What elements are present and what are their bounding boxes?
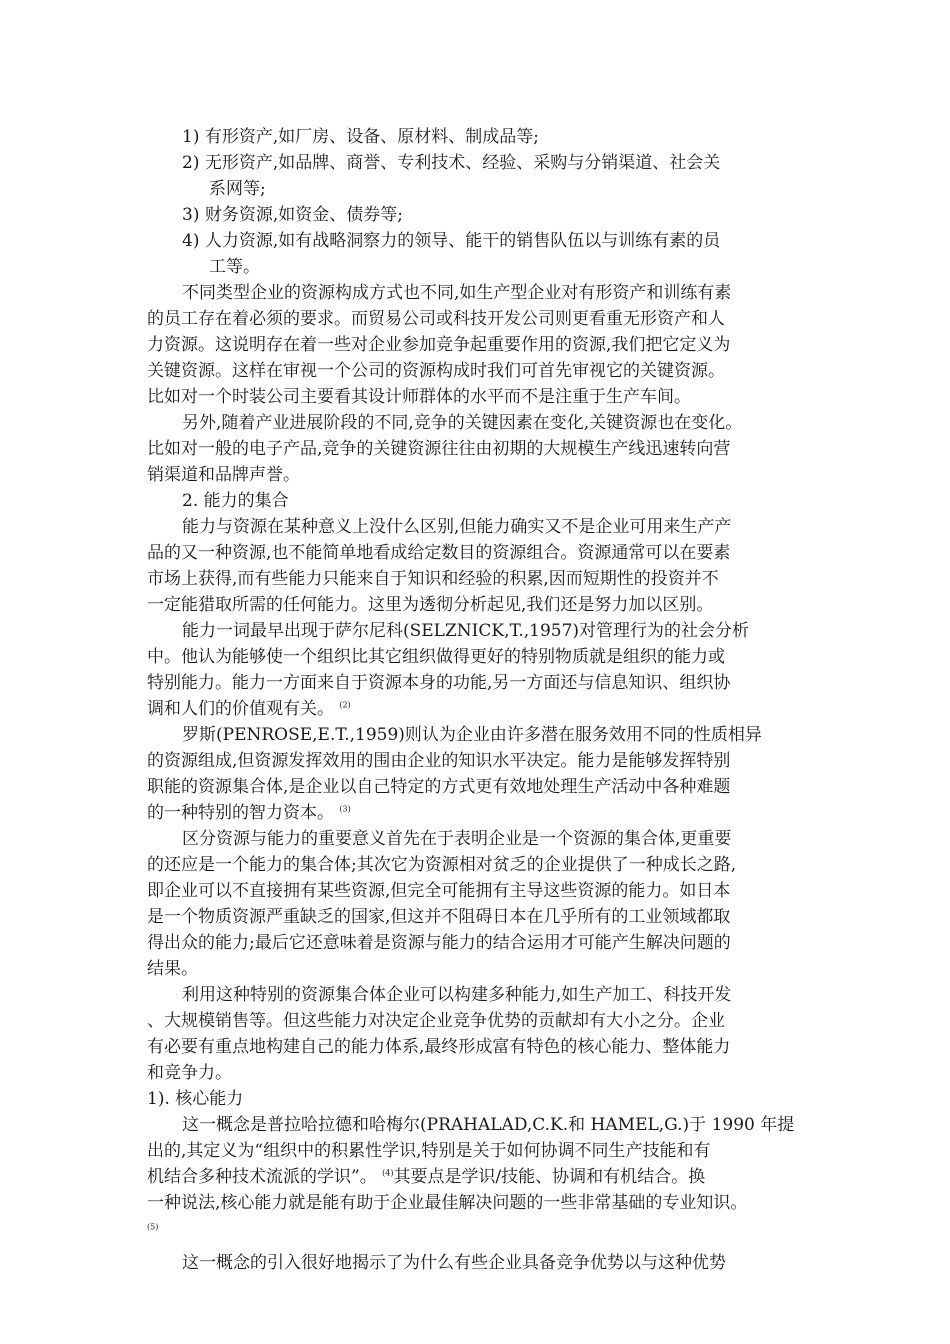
paragraph-line: 职能的资源集合体,是企业以自己特定的方式更有效地处理生产活动中各种难题: [147, 777, 731, 797]
paragraph-line: 不同类型企业的资源构成方式也不同,如生产型企业对有形资产和训练有素: [182, 283, 732, 303]
paragraph-text: 其要点是学识/技能、协调和有机结合。换: [393, 1167, 706, 1187]
paragraph-line: 销渠道和品牌声誉。: [147, 465, 300, 485]
paragraph-line: 比如对一般的电子产品,竞争的关键资源往往由初期的大规模生产线迅速转向营: [147, 439, 731, 459]
paragraph-line: 一种说法,核心能力就是能有助于企业最佳解决问题的一些非常基础的专业知识。: [147, 1193, 748, 1213]
paragraph-line: 一定能猎取所需的任何能力。这里为透彻分析起见,我们还是努力加以区别。: [147, 595, 714, 615]
paragraph-line: 关键资源。这样在审视一个公司的资源构成时我们可首先审视它的关键资源。: [147, 361, 725, 381]
section-heading: 2. 能力的集合: [182, 491, 289, 511]
paragraph-line: [147, 696, 351, 723]
paragraph-line: [147, 1218, 158, 1245]
paragraph-line: 利用这种特别的资源集合体企业可以构建多种能力,如生产加工、科技开发: [182, 985, 732, 1005]
paragraph-line: 出的,其定义为“组织中的积累性学识,特别是关于如何协调不同生产技能和有: [147, 1141, 711, 1161]
paragraph-line: 是一个物质资源严重缺乏的国家,但这并不阻碍日本在几乎所有的工业领域都取: [147, 907, 731, 927]
paragraph-line: 的员工存在着必须的要求。而贸易公司或科技开发公司则更看重无形资产和人: [147, 309, 725, 329]
footnote-ref: (4): [382, 1168, 394, 1178]
list-item-4-cont: 工等。: [209, 257, 260, 277]
list-item-2: 2) 无形资产,如品牌、商誉、专利技术、经验、采购与分销渠道、社会关: [182, 153, 721, 173]
list-item-4: 4) 人力资源,如有战略洞察力的领导、能干的销售队伍以与训练有素的员: [182, 231, 721, 251]
paragraph-text: 的一种特别的智力资本。: [147, 803, 334, 823]
paragraph-line: 即企业可以不直接拥有某些资源,但完全可能拥有主导这些资源的能力。如日本: [147, 881, 731, 901]
paragraph-line: 得出众的能力;最后它还意味着是资源与能力的结合运用才可能产生解决问题的: [147, 933, 731, 953]
paragraph-line: 区分资源与能力的重要意义首先在于表明企业是一个资源的集合体,更重要: [182, 829, 732, 849]
paragraph-line: 罗斯(PENROSE,E.T.,1959)则认为企业由许多潜在服务效用不同的性质相异: [182, 725, 762, 745]
paragraph-text: 机结合多种技术流派的学识”。: [147, 1167, 377, 1187]
paragraph-line: 品的又一种资源,也不能简单地看成给定数目的资源组合。资源通常可以在要素: [147, 543, 731, 563]
paragraph-line: 这一概念是普拉哈拉德和哈梅尔(PRAHALAD,C.K.和 HAMEL,G.)于 1990 年提: [182, 1115, 795, 1135]
list-item-2-cont: 系网等;: [209, 179, 266, 199]
paragraph-line: 、大规模销售等。但这些能力对决定企业竞争优势的贡献却有大小之分。企业: [147, 1011, 725, 1031]
list-item-1: 1) 有形资产,如厂房、设备、原材料、制成品等;: [182, 127, 539, 147]
footnote-ref: (5): [147, 1222, 159, 1232]
paragraph-line: 力资源。这说明存在着一些对企业参加竞争起重要作用的资源,我们把它定义为: [147, 335, 731, 355]
paragraph-line: 能力与资源在某种意义上没什么区别,但能力确实又不是企业可用来生产产: [182, 517, 732, 537]
footnote-ref: (3): [339, 804, 351, 814]
footnote-ref: (2): [339, 700, 351, 710]
paragraph-line: 能力一词最早出现于萨尔尼科(SELZNICK,T.,1957)对管理行为的社会分析: [182, 621, 750, 641]
paragraph-text: 调和人们的价值观有关。: [147, 699, 334, 719]
paragraph-line: 特别能力。能力一方面来自于资源本身的功能,另一方面还与信息知识、组织协: [147, 673, 731, 693]
paragraph-line: 市场上获得,而有些能力只能来自于知识和经验的积累,因而短期性的投资并不: [147, 569, 719, 589]
paragraph-line: 的资源组成,但资源发挥效用的围由企业的知识水平决定。能力是能够发挥特别: [147, 751, 731, 771]
paragraph-line: 的还应是一个能力的集合体;其次它为资源相对贫乏的企业提供了一种成长之路,: [147, 855, 737, 875]
paragraph-line: 中。他认为能够使一个组织比其它组织做得更好的特别物质就是组织的能力或: [147, 647, 725, 667]
paragraph-line: 另外,随着产业进展阶段的不同,竞争的关键因素在变化,关键资源也在变化。: [182, 413, 743, 433]
list-item-3: 3) 财务资源,如资金、债券等;: [182, 205, 403, 225]
paragraph-line: 有必要有重点地构建自己的能力体系,最终形成富有特色的核心能力、整体能力: [147, 1037, 731, 1057]
paragraph-line: 结果。: [147, 959, 198, 979]
subsection-heading: 1). 核心能力: [147, 1089, 244, 1109]
paragraph-line: 这一概念的引入很好地揭示了为什么有些企业具备竞争优势以与这种优势: [182, 1253, 726, 1273]
paragraph-line: 和竞争力。: [147, 1063, 232, 1083]
paragraph-line: [147, 1164, 705, 1191]
paragraph-line: [147, 800, 351, 827]
paragraph-line: 比如对一个时装公司主要看其设计师群体的水平而不是注重于生产车间。: [147, 387, 691, 407]
